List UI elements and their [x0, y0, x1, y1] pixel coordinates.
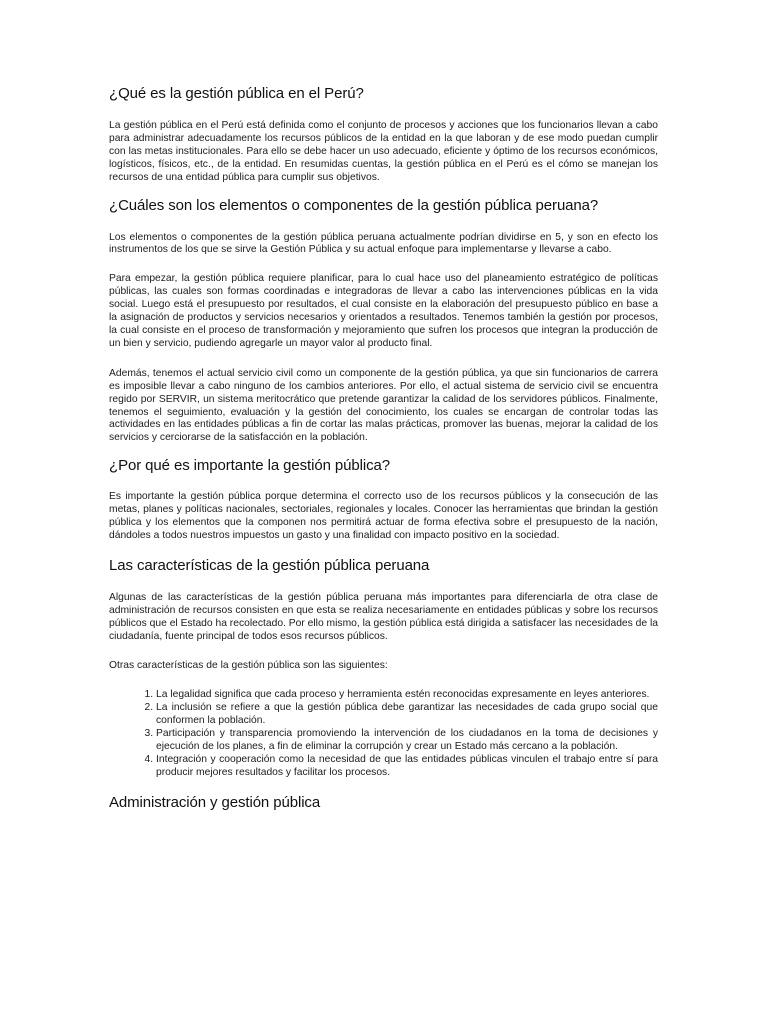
- characteristics-list: [109, 689, 658, 779]
- paragraph: La gestión pública en el Perú está definida como el conjunto de procesos y acciones que los funcionarios llevan a cabo para administrar adecuadamente los recursos públicos de la entidad en la que laboran y de ese modo puedan cumplir con las metas institucionales. Para ello se debe hacer un uso adecuado, eficiente y óptimo de los recursos económicos, logísticos, físicos, etc., de la entidad. En resumidas cuentas, la gestión pública en el Perú es el cómo se manejan los recursos de una entidad pública para cumplir sus objetivos.: [109, 120, 658, 183]
- list-item: 1. La legalidad significa que cada proceso y herramienta estén reconocidas expresamente en leyes anteriores.: [156, 689, 658, 702]
- paragraph: Además, tenemos el actual servicio civil como un componente de la gestión pública, ya que sin funcionarios de carrera es imposible llevar a cabo ninguno de los cambios anteriores. Por ello, el actual sistema de servicio civil se encuentra regido por SERVIR, un sistema meritocrático que pretende garantizar la calidad de los servidores públicos. Finalmente, tenemos el seguimiento, evaluación y la gestión del conocimiento, los cuales se encargan de controlar todas las actividades en las entidades públicas a fin de cortar las malas prácticas, promover las buenas, mejorar la calidad de los servicios y cerciorarse de la satisfacción en la población.: [109, 367, 658, 444]
- paragraph: Para empezar, la gestión pública requiere planificar, para lo cual hace uso del planeamiento estratégico de políticas públicas, las cuales son formas coordinadas e integradoras de llevar a cabo las intervenciones públicas en la vida social. Luego está el presupuesto por resultados, el cual consiste en la elaboración del presupuesto público en base a la asignación de productos y servicios necesarios y orientados a resultados. Tenemos también la gestión por procesos, la cual consiste en el proceso de transformación y mejoramiento que sufren los procesos que integran la producción de un bien y servicio, pudiendo agregarle un mayor valor al producto final.: [109, 273, 658, 349]
- paragraph: Los elementos o componentes de la gestión pública peruana actualmente podrían dividirse en 5, y son en efecto los instrumentos de los que se sirve la Gestión Pública y su actual enfoque para implementarse y llevarse a cabo.: [109, 231, 658, 256]
- heading-caracteristicas: Las características de la gestión pública peruana: [109, 556, 430, 574]
- heading-que-es: ¿Qué es la gestión pública en el Perú?: [109, 85, 364, 102]
- heading-importancia: ¿Por qué es importante la gestión pública?: [109, 457, 390, 475]
- heading-administracion: Administración y gestión pública: [109, 793, 321, 811]
- list-item: 4. Integración y cooperación como la necesidad de que las entidades públicas vinculen el trabajo entre sí para producir mejores resultados y facilitar los procesos.: [156, 754, 658, 780]
- paragraph: Otras características de la gestión pública son las siguientes:: [109, 660, 388, 672]
- paragraph: Algunas de las características de la gestión pública peruana más importantes para diferenciarla de otra clase de administración de recursos consisten en que esta se realiza necesariamente en entidades públicas y sobre los recursos públicos que el Estado ha recolectado. Por ello mismo, la gestión pública está dirigida a satisfacer las necesidades de la ciudadanía, fuente principal de todos esos recursos públicos.: [109, 591, 658, 642]
- document-page: [109, 84, 658, 813]
- paragraph: Es importante la gestión pública porque determina el correcto uso de los recursos públicos y la consecución de las metas, planes y políticas nacionales, sectoriales, regionales y locales. Conocer las herramientas que brindan la gestión pública y los elementos que la componen nos permitirá actuar de forma efectiva sobre el presupuesto de la nación, dándoles a todos nuestros impuestos un gasto y una finalidad con impacto positivo en la sociedad.: [109, 491, 658, 541]
- list-item: 3. Participación y transparencia promoviendo la intervención de los ciudadanos en la toma de decisiones y ejecución de los planes, a fin de eliminar la corrupción y crear un Estado más cercano a la población.: [156, 728, 658, 754]
- list-item: 2. La inclusión se refiere a que la gestión pública debe garantizar las necesidades de cada grupo social que conformen la población.: [156, 702, 658, 728]
- heading-elementos: ¿Cuáles son los elementos o componentes de la gestión pública peruana?: [109, 196, 599, 214]
